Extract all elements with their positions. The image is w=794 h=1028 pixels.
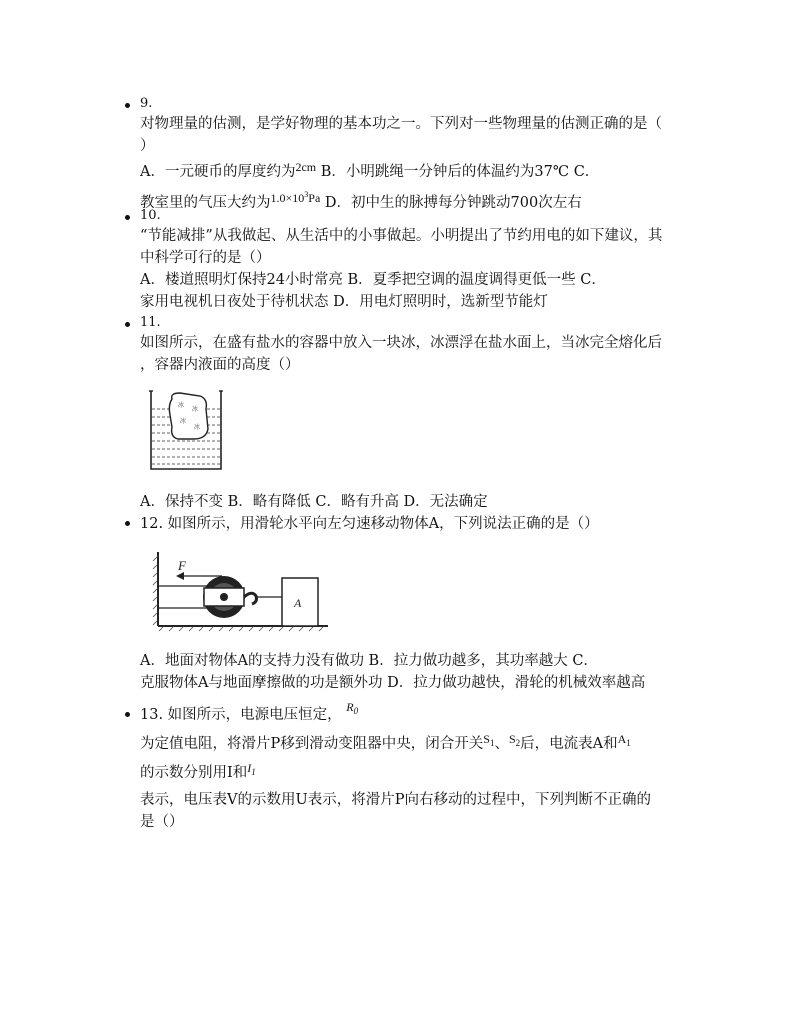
question-number: 9. [140,96,153,111]
bullet-icon [125,322,130,327]
question-stem: 对物理量的估测，是学好物理的基本功之一。下列对一些物理量的估测正确的是（ [140,116,662,132]
question-11 [140,314,720,376]
math-s1: S1 [483,732,495,748]
question-stem: “节能减排”从我做起、从生活中的小事做起。小明提出了节约用电的如下建议，其 [140,228,663,244]
question-stem: 为定值电阻，将滑片P移到滑动变阻器中央，闭合开关$^{S_1}$、$^{S_2}$后，电流表A和$^{A_1}$ [140,732,631,752]
question-number: 11. [140,315,161,330]
question-stem: 中科学可行的是（） [140,250,271,266]
math-i1: I1 [247,761,256,777]
option-c: 教室里的气压大约为 [140,195,271,211]
question-10 [140,207,720,313]
option-line: A．保持不变 B．略有降低 C．略有升高 D．无法确定 [140,494,488,510]
math-a1: A1 [617,732,631,748]
question-stem: ） [140,138,155,154]
question-stem: 表示，电压表V的示数用U表示，将滑片P向右移动的过程中，下列判断不正确的 [140,792,651,808]
question-stem: 13. 如图所示，电源电压恒定， $^{R_0}$ [140,700,359,723]
ice-container-figure [148,387,224,471]
bullet-icon [125,103,130,108]
svg-text:冰: 冰 [178,402,185,409]
question-stem: 的示数分别用I和$^{I_1}$ [140,761,256,781]
option-line: 克服物体A与地面摩擦做的功是额外功 D．拉力做功越快，滑轮的机械效率越高 [140,675,646,691]
question-11-options [140,491,720,513]
option-line: A．地面对物体A的支持力没有做功 B．拉力做功越多，其功率越大 C． [140,653,598,669]
option-a: A．一元硬币的厚度约为 [140,164,296,180]
option-line [140,161,720,183]
math-r0: R0 [346,700,359,716]
svg-text:冰: 冰 [194,424,201,431]
question-12 [140,513,720,535]
question-12-options [140,650,720,694]
math-s2: S2 [508,732,521,748]
block-label: A [294,596,302,610]
pulley-figure [152,550,332,632]
force-label: F [178,558,186,573]
svg-text:冰: 冰 [192,406,199,413]
math-formula: 1.0×103Pa [270,190,321,205]
question-stem: 12. 如图所示，用滑轮水平向左匀速移动物体A，下列说法正确的是（） [140,516,599,532]
option-d: D．初中生的脉搏每分钟跳动700次左右 [324,195,582,211]
bullet-icon [125,712,130,717]
question-9 [140,95,720,214]
svg-text:冰: 冰 [180,418,187,425]
question-stem: 如图所示，在盛有盐水的容器中放入一块冰，冰漂浮在盐水面上，当冰完全熔化后 [140,335,662,351]
question-13 [140,700,720,833]
question-number: 10. [140,208,161,223]
question-stem: ，容器内液面的高度（） [140,357,300,373]
question-stem: 是（） [140,814,184,830]
bullet-icon [125,215,130,220]
option-line: A．楼道照明灯保持24小时常亮 B．夏季把空调的温度调得更低一些 C． [140,272,606,288]
option-b: B．小明跳绳一分钟后的体温约为37℃ C． [320,164,600,180]
bullet-icon [125,521,130,526]
math-formula: 2cm [295,160,317,174]
option-line: 家用电视机日夜处于待机状态 D．用电灯照明时，选新型节能灯 [140,294,548,310]
